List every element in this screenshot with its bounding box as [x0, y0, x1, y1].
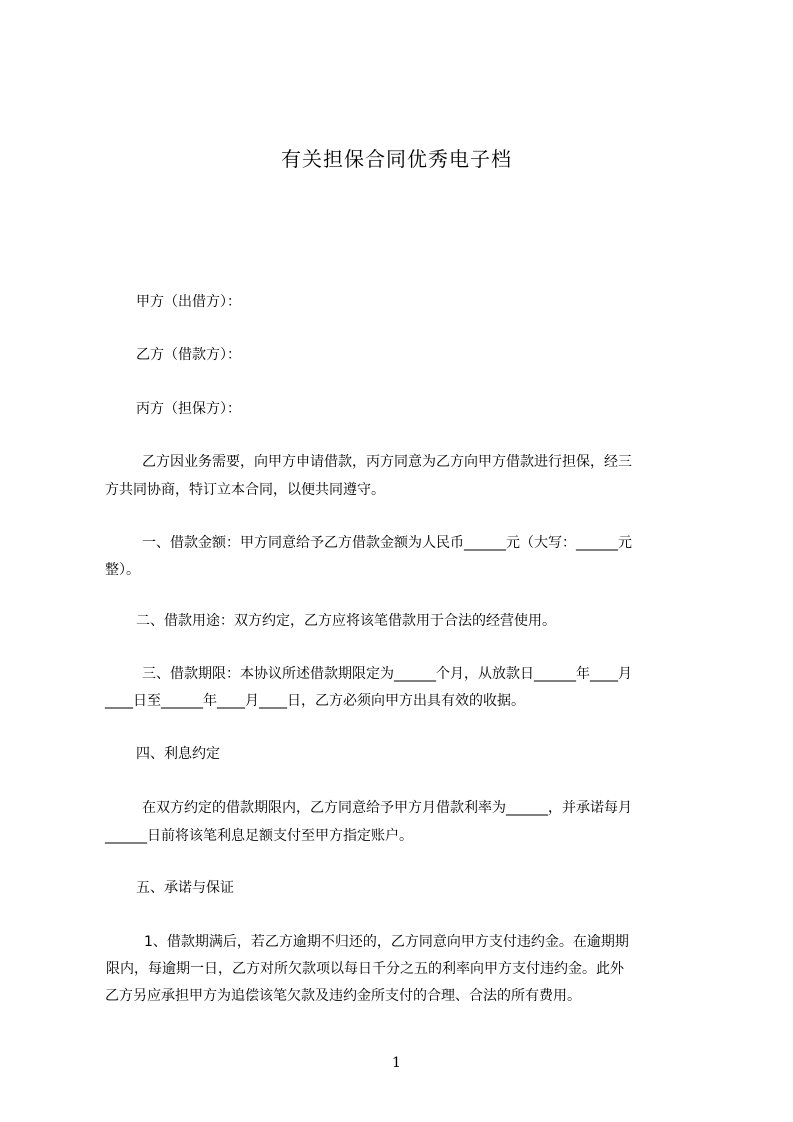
clause-3-line-1: 三、借款期限：本协议所述借款期限定为______个月，从放款日______年____月	[142, 666, 632, 682]
clause-5-line-3: 乙方另应承担甲方为追偿该笔欠款及违约金所支付的合理、合法的所有费用。	[105, 988, 581, 1004]
clause-3-line-2: ____日至______年____月____日，乙方必须向甲方出具有效的收据。	[105, 693, 525, 709]
page-number: 1	[392, 1055, 401, 1071]
document-title: 有关担保合同优秀电子档	[281, 147, 512, 171]
clause-1-line-2: 整）。	[105, 562, 140, 578]
clause-5-line-2: 限内，每逾期一日，乙方对所欠款项以每日千分之五的利率向甲方支付违约金。此外	[106, 961, 624, 977]
clause-5-heading: 五、承诺与保证	[136, 880, 234, 896]
clause-4-heading: 四、利息约定	[136, 746, 220, 762]
party-a-label: 甲方（出借方）：	[136, 294, 241, 310]
preamble-line-1: 乙方因业务需要，向甲方申请借款，丙方同意为乙方向甲方借款进行担保，经三	[142, 454, 632, 470]
clause-4-line-1: 在双方约定的借款期限内，乙方同意给予甲方月借款利率为______，并承诺每月	[142, 800, 632, 816]
party-c-label: 丙方（担保方）：	[136, 401, 241, 417]
clause-1-line-1: 一、借款金额：甲方同意给予乙方借款金额为人民币______元（大写：______元	[142, 535, 632, 551]
party-b-label: 乙方（借款方）：	[136, 347, 241, 363]
clause-2-line-1: 二、借款用途：双方约定，乙方应将该笔借款用于合法的经营使用。	[136, 613, 556, 629]
clause-5-line-1: 1、借款期满后，若乙方逾期不归还的，乙方同意向甲方支付违约金。在逾期期	[144, 934, 629, 950]
clause-4-line-2: ______日前将该笔利息足额支付至甲方指定账户。	[105, 828, 413, 844]
preamble-line-2: 方共同协商，特订立本合同，以便共同遵守。	[105, 482, 385, 498]
